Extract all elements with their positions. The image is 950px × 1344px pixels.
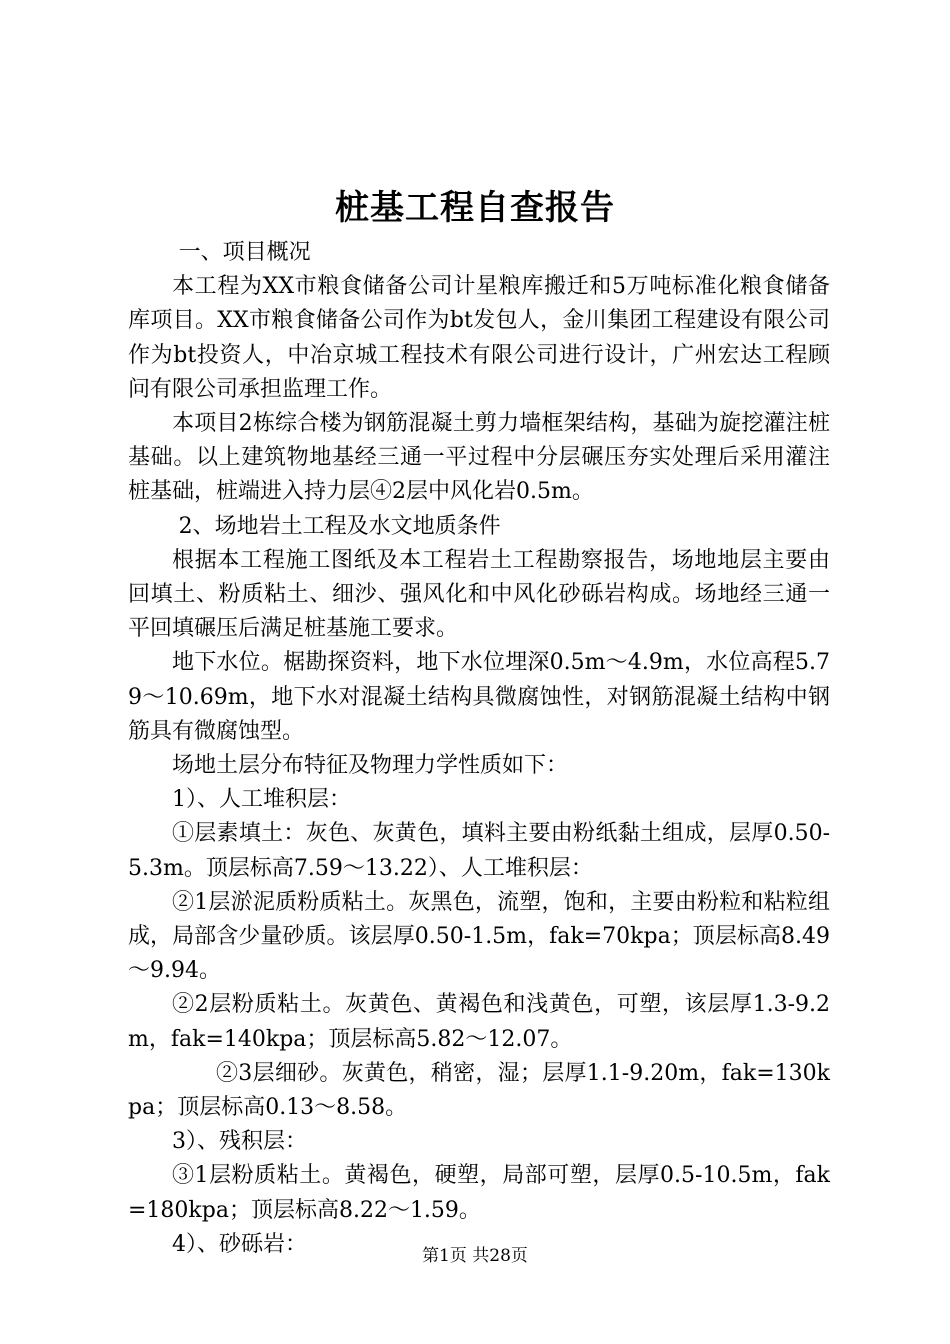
- paragraph-soil-intro: 场地土层分布特征及物理力学性质如下：: [172, 753, 569, 779]
- section-heading-project-overview: 一、项目概况: [178, 240, 311, 265]
- list-heading-artificial-fill: 1）、人工堆积层：: [172, 787, 351, 813]
- list-heading-residual: 3）、残积层：: [172, 1129, 307, 1155]
- section-heading-geology: 2、场地岩土工程及水文地质条件: [178, 513, 501, 539]
- paragraph-strata: 根据本工程施工图纸及本工程岩土工程勘察报告，场地地层主要由回填土、粉质粘土、细沙、强风化和中风化砂砾岩构成。场地经三通一平回填碾压后满足桩基施工要求。: [128, 547, 830, 642]
- paragraph-layer-2-2: ②2层粉质粘土。灰黄色、黄褐色和浅黄色，可塑，该层厚1.3-9.2m，fak=140kpa；顶层标高5.82～12.07。: [128, 992, 830, 1052]
- paragraph-layer-2-1: ②1层淤泥质粉质粘土。灰黑色，流塑，饱和，主要由粉粒和粘粒组成，局部含少量砂质。该层厚0.50-1.5m，fak=70kpa；顶层标高8.49～9.94。: [128, 889, 830, 984]
- paragraph-layer-2-3: ②3层细砂。灰黄色，稍密，湿；层厚1.1-9.20m，fak=130kpa；顶层标高0.13～8.58。: [128, 1060, 830, 1121]
- paragraph-structure-foundation: 本项目2栋综合楼为钢筋混凝土剪力墙框架结构，基础为旋挖灌注桩基础。以上建筑物地基经三通一平过程中分层碾压夯实处理后采用灌注桩基础，桩端进入持力层④2层中风化岩0.5m。: [128, 411, 830, 505]
- paragraph-layer-3-1: ③1层粉质粘土。黄褐色，硬塑，局部可塑，层厚0.5-10.5m，fak=180kpa；顶层标高8.22～1.59。: [128, 1163, 830, 1223]
- paragraph-project-parties: 本工程为XX市粮食储备公司计星粮库搬迁和5万吨标准化粮食储备库项目。XX市粮食储备公司作为bt发包人，金川集团工程建设有限公司作为bt投资人，中冶京城工程技术有限公司进行设计，广州宏达工程顾问有限公司承担监理工作。: [128, 274, 830, 402]
- document-body: [128, 236, 830, 1262]
- document-title: 桩基工程自查报告: [335, 188, 615, 228]
- list-heading-conglomerate: 4）、砂砾岩：: [172, 1231, 307, 1257]
- paragraph-layer-1: ①层素填土：灰色、灰黄色，填料主要由粉纸黏土组成，层厚0.50-5.3m。顶层标高7.59～13.22）、人工堆积层：: [128, 821, 830, 881]
- page-number: 第1页 共28页: [422, 1246, 528, 1266]
- paragraph-groundwater: 地下水位。椐勘探资料，地下水位埋深0.5m～4.9m，水位高程5.79～10.69m，地下水对混凝土结构具微腐蚀性，对钢筋混凝土结构中钢筋具有微腐蚀型。: [128, 650, 830, 744]
